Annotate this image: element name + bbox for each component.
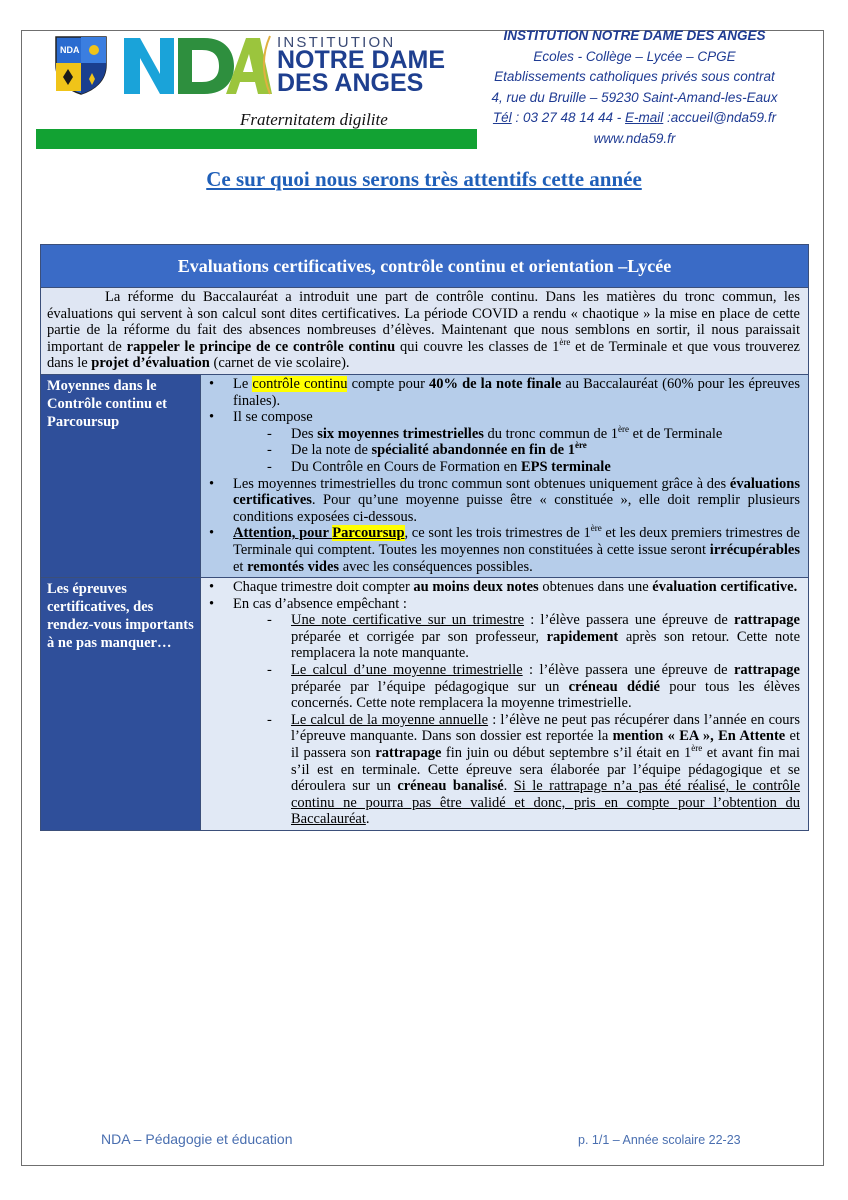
footer-left: NDA – Pédagogie et éducation bbox=[101, 1131, 293, 1147]
sub-list-item: - Le calcul de la moyenne annuelle : l’élève ne peut pas récupérer dans l’année en cours l’épreuve manquante. Dans son dossier est reportée la mention « EA », En Attente et il passera son rattrapage fin juin ou début septembre s’il était en 1ère et avant fin mai s’il est en terminale. Cette épreuve sera élaborée par l’équipe pédagogique et se déroulera sur un créneau banalisé. Si le rattrapage n’a pas été réalisé, le contrôle continu ne pourra pas être validé et donc, pris en compte pour l’obtention du Baccalauréat. bbox=[233, 712, 800, 828]
svg-text:NDA: NDA bbox=[60, 45, 80, 55]
sub-list-item: - Une note certificative sur un trimestre : l’élève passera une épreuve de rattrapage préparée et corrigée par son professeur, rapidement après son retour. Cette note remplacera la note manquante. bbox=[233, 612, 800, 662]
contact-line2: Etablissements catholiques privés sous contrat bbox=[494, 69, 775, 84]
row-content-moyennes bbox=[201, 374, 809, 577]
list-item: • En cas d’absence empêchant : - Une note certificative sur un trimestre : l’élève passera une épreuve de rattrapage préparée et corrigée par son professeur, rapidement après son retour. Cette note remplacera la note manquante. - Le calcul d’une moyenne trimestrielle : l’élève passera une épreuve de rattrapage préparée par l’équipe pédagogique sur un créneau dédié pour tous les élèves concernés. Cette note remplacera la moyenne trimestrielle. - Le calcul de la moyenne annuelle : l’élève ne peut pas récupérer dans l’année en cours l’épreuve manquante. Dans son dossier est reportée la mention « EA », En Attente et il passera son rattrapage fin juin ou début septembre s’il était en 1ère et avant fin mai s’il est en terminale. Cette épreuve sera élaborée par l’équipe pédagogique et se déroulera sur un créneau banalisé. Si le rattrapage n’a pas été réalisé, le contrôle continu ne pourra pas être validé et donc, pris en compte pour l’obtention du Baccalauréat. bbox=[205, 596, 800, 828]
nda-logo bbox=[122, 34, 272, 96]
green-bar bbox=[36, 129, 477, 149]
institution-name: NOTRE DAME DES ANGES bbox=[277, 46, 446, 97]
contact-phone-email bbox=[482, 108, 787, 129]
institution-label: INSTITUTION bbox=[277, 34, 396, 51]
sub-list-item: - Le calcul d’une moyenne trimestrielle : l’élève passera une épreuve de rattrapage préparée par l’équipe pédagogique sur un créneau dédié pour tous les élèves concernés. Cette note remplacera la moyenne trimestrielle. bbox=[233, 662, 800, 712]
intro-paragraph: La réforme du Baccalauréat a introduit une part de contrôle continu. Dans les matières du tronc commun, les évaluations qui servent à son calcul sont dites certificatives. La période COVID a rendu « chaotique » la mise en place de cette partie de la réforme du fait des absences nombreuses d’élèves. Maintenant que nous semblons en sortir, il nous paraissait important de rappeler le principe de ce contrôle continu qui couvre les classes de 1ère et de Terminale et que vous trouverez dans le projet d’évaluation (carnet de vie scolaire). bbox=[41, 288, 809, 375]
page-title: Ce sur quoi nous serons très attentifs cette année bbox=[206, 167, 642, 191]
sub-list-item: - De la note de spécialité abandonnée en fin de 1ère bbox=[233, 442, 800, 459]
sub-list-item: - Du Contrôle en Cours de Formation en EPS terminale bbox=[233, 459, 800, 476]
list-item: • Attention, pour Parcoursup, ce sont les trois trimestres de 1ère et les deux premiers trimestres de Terminale qui comptent. Toutes les moyennes non constituées à cette issue seront irrécupérables et remontés vides avec les conséquences possibles. bbox=[205, 525, 800, 575]
row-label-epreuves: Les épreuves certificatives, des rendez-vous importants à ne pas manquer… bbox=[41, 578, 201, 831]
list-item: • Les moyennes trimestrielles du tronc commun sont obtenues uniquement grâce à des évaluations certificatives. Pour qu’une moyenne puisse être « constituée », elle doit remplir plusieurs conditions exposées ci-dessous. bbox=[205, 476, 800, 526]
contact-title: INSTITUTION NOTRE DAME DES ANGES bbox=[503, 28, 766, 43]
contact-block bbox=[482, 26, 787, 149]
table-header: Evaluations certificatives, contrôle continu et orientation –Lycée bbox=[41, 245, 809, 288]
contact-line1: Ecoles - Collège – Lycée – CPGE bbox=[533, 48, 736, 64]
list-item: • Chaque trimestre doit compter au moins deux notes obtenues dans une évaluation certificative. bbox=[205, 579, 800, 596]
website-link[interactable]: www.nda59.fr bbox=[593, 130, 676, 146]
list-item: • Il se compose - Des six moyennes trimestrielles du tronc commun de 1ère et de Terminale - De la note de spécialité abandonnée en fin de 1ère - Du Contrôle en Cours de Formation en EPS terminale bbox=[205, 409, 800, 475]
email-label[interactable]: E-mail bbox=[625, 110, 664, 125]
row-content-epreuves bbox=[201, 578, 809, 831]
contact-address: 4, rue du Bruille – 59230 Saint-Amand-les-Eaux bbox=[491, 89, 778, 105]
sub-list-item: - Des six moyennes trimestrielles du tronc commun de 1ère et de Terminale bbox=[233, 426, 800, 443]
tel-value: : 03 27 48 14 44 - bbox=[511, 110, 626, 125]
school-crest-icon bbox=[54, 35, 108, 95]
row-label-moyennes: Moyennes dans le Contrôle continu et Parcoursup bbox=[41, 374, 201, 577]
motto: Fraternitatem digilite bbox=[240, 110, 388, 129]
email-value[interactable]: :accueil@nda59.fr bbox=[663, 110, 777, 125]
tel-label: Tél bbox=[492, 110, 512, 125]
list-item: • Le contrôle continu compte pour 40% de la note finale au Baccalauréat (60% pour les épreuves finales). bbox=[205, 376, 800, 409]
info-table bbox=[40, 244, 809, 831]
footer-page-info: p. 1/1 – Année scolaire 22-23 bbox=[578, 1133, 741, 1147]
